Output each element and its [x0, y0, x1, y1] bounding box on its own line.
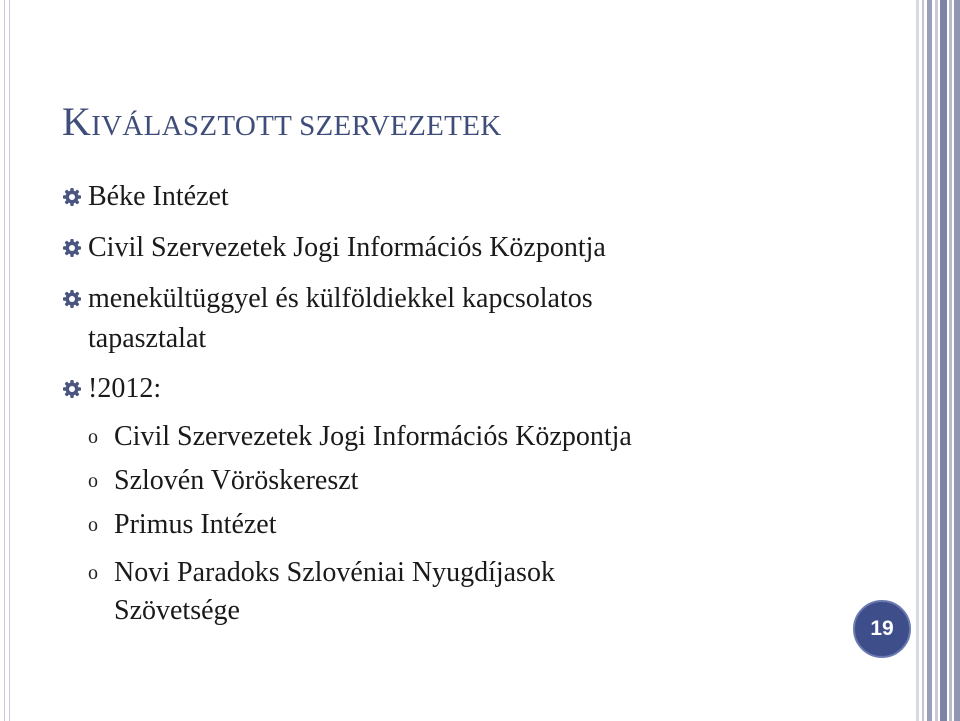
- title-rest: IVÁLASZTOTT SZERVEZETEK: [91, 110, 502, 142]
- list-item: [62, 279, 593, 359]
- gear-icon: [62, 238, 82, 258]
- sub-list-item: [88, 506, 277, 544]
- list-item: [62, 177, 229, 217]
- sub-list-item-text-line1: Novi Paradoks Szlovéniai Nyugdíjasok: [114, 557, 555, 588]
- sub-list-item-text: Primus Intézet: [114, 509, 277, 540]
- right-decorative-stripes: [916, 0, 960, 721]
- gear-icon: [62, 379, 82, 399]
- list-item-text: !2012:: [88, 373, 162, 404]
- list-item: [62, 369, 161, 409]
- sub-bullet-marker: o: [88, 426, 98, 448]
- list-item-text: Civil Szervezetek Jogi Információs Központja: [88, 232, 606, 263]
- sub-list-item-text: Civil Szervezetek Jogi Információs Központja: [114, 421, 632, 452]
- gear-icon: [62, 187, 82, 207]
- sub-list-item: [88, 462, 358, 500]
- sub-bullet-marker: o: [88, 514, 98, 536]
- list-item: [62, 228, 606, 268]
- sub-bullet-marker: o: [88, 562, 98, 584]
- sub-list-item: [88, 418, 632, 456]
- list-item-text-line2: tapasztalat: [88, 323, 207, 354]
- slide-number-badge: 19: [853, 600, 911, 658]
- list-item-text-line1: menekültüggyel és külföldiekkel kapcsolatos: [88, 283, 593, 314]
- sub-list-item-text-line2: Szövetsége: [114, 595, 240, 626]
- sub-list-item: [88, 554, 555, 630]
- gear-icon: [62, 289, 82, 309]
- sub-bullet-marker: o: [88, 470, 98, 492]
- sub-list-item-text: Szlovén Vöröskereszt: [114, 465, 359, 496]
- list-item-text: Béke Intézet: [88, 181, 229, 212]
- title-initial: K: [62, 99, 92, 144]
